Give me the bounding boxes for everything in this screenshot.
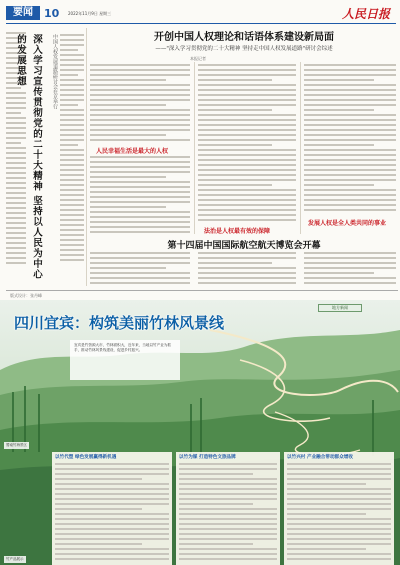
feature-story-3-heading: 以竹兴村 产业融合带动群众增收 [287, 455, 353, 460]
feature-story-1-text [55, 463, 169, 560]
feature-story-3-text [287, 463, 391, 560]
feature-story-2-text [179, 463, 277, 560]
left-headline: 深入学习宣传贯彻党的二十大精神 坚持以人民为中心的发展思想 [15, 34, 42, 280]
expo-text-1 [90, 252, 190, 286]
page-header [6, 6, 396, 22]
expo-text-3 [304, 252, 396, 286]
feature-story-2 [176, 452, 280, 565]
subhead-1: 人民幸福生活是最大的人权 [96, 148, 169, 155]
footer-rule [6, 290, 398, 291]
main-subheadline: ——"深入学习贯彻党的二十大精神 坚持走中国人权发展道路"研讨会综述 [155, 46, 333, 52]
byline: 本报记者 [190, 56, 206, 61]
expo-headline: 第十四届中国国际航空航天博览会开幕 [167, 241, 321, 251]
feature-badge: 地方新闻 [318, 304, 362, 312]
main-col-1b [90, 156, 190, 234]
feature-intro-text: 宜宾是竹资源大市，竹林面积大，近年来，当地以竹产业为抓手，推动竹林风景线建设，促进乡村振兴。 [74, 343, 172, 352]
feature-story-1-heading: 以竹代塑 绿色发展赢得新机遇 [55, 455, 117, 460]
column-divider [86, 28, 87, 286]
feature-story-1 [52, 452, 172, 565]
photo-caption-2: 竹产品展示 [6, 557, 24, 561]
expo-text-2 [198, 252, 296, 286]
main-col-2 [198, 64, 296, 222]
feature-story-3 [284, 452, 394, 565]
issue-date: 2022年11月9日 星期三 [68, 11, 112, 16]
page-number: 10 [44, 7, 60, 20]
main-headline: 开创中国人权理论和话语体系建设新局面 [154, 32, 334, 43]
subhead-2: 法治是人权最有效的保障 [204, 228, 271, 235]
brand-logo: 人民日报 [341, 7, 390, 21]
feature-intro [70, 340, 180, 380]
feature-story-2-heading: 以竹为媒 打造特色文旅品牌 [179, 455, 236, 460]
main-col-3 [304, 64, 396, 214]
footer-credit: 版式设计：张丹峰 [10, 293, 42, 298]
header-rule [6, 23, 396, 24]
left-column-text-b [60, 34, 84, 274]
feature-title: 四川宜宾：构筑美丽竹林风景线 [14, 314, 225, 332]
section-tag: 要闻 [6, 6, 40, 20]
photo-caption-1: 蜀南竹海景区 [6, 443, 27, 447]
main-col-1 [90, 64, 190, 142]
feature-section [0, 300, 400, 565]
subhead-3: 发展人权是全人类共同的事业 [308, 220, 387, 227]
left-kicker: 中国人权发展道路研讨会在京举行 [52, 34, 58, 109]
